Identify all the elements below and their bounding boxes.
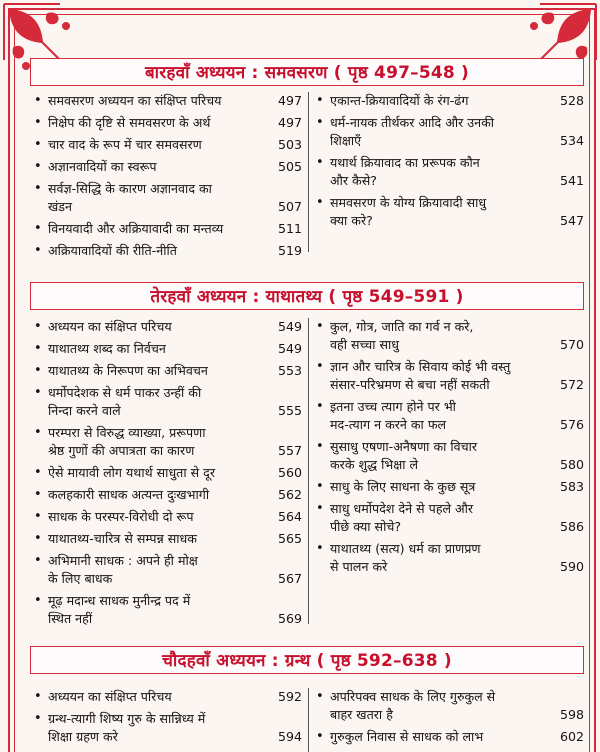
entry-page-number: 560 — [277, 465, 302, 480]
toc-entry — [32, 362, 302, 380]
bullet-icon: • — [34, 553, 42, 568]
entry-title: मूढ़ मदान्ध साधक मुनीन्द्र पद में स्थित नहीं — [48, 593, 191, 626]
entry-title: चार वाद के रूप में चार समवसरण — [48, 137, 202, 152]
entry-page-number: 541 — [559, 173, 584, 188]
entry-title: याथातथ्य शब्द का निर्वचन — [48, 341, 166, 356]
entry-title: विनयवादी और अक्रियावादी का मन्तव्य — [48, 221, 224, 236]
entry-title: साधक के परस्पर-विरोधी दो रूप — [48, 509, 194, 524]
entry-page-number: 586 — [559, 519, 584, 534]
entry-page-number: 562 — [277, 487, 302, 502]
entry-title: निक्षेप की दृष्टि से समवसरण के अर्थ — [48, 115, 211, 130]
toc-entry — [314, 728, 584, 746]
entry-title: अक्रियावादियों की रीति-नीति — [48, 243, 177, 258]
toc-entry — [32, 592, 302, 628]
entry-page-number: 497 — [277, 93, 302, 108]
entry-title: समवसरण के योग्य क्रियावादी साधु क्या करे? — [330, 195, 487, 228]
entry-page-number: 592 — [277, 689, 302, 704]
entry-page-number: 553 — [277, 363, 302, 378]
entry-title: ग्रन्थ-त्यागी शिष्य गुरु के सान्निध्य में शिक्षा ग्रहण करे — [48, 711, 206, 744]
entry-title: सुसाधु एषणा-अनैषणा का विचार करके शुद्ध भिक्षा ले — [330, 439, 478, 472]
section-title: तेरहवाँ अध्ययन : याथातथ्य ( पृष्ठ 549–591 ) — [150, 287, 464, 307]
bullet-icon: • — [316, 729, 324, 744]
bullet-icon: • — [34, 487, 42, 502]
bullet-icon: • — [316, 541, 324, 556]
entry-title: याथातथ्य के निरूपण का अभिवचन — [48, 363, 208, 378]
column-divider — [308, 318, 309, 624]
toc-entry — [314, 114, 584, 150]
section-title: बारहवाँ अध्ययन : समवसरण ( पृष्ठ 497–548 ) — [144, 63, 470, 83]
section-title: चौदहवाँ अध्ययन : ग्रन्थ ( पृष्ठ 592–638 ) — [162, 651, 452, 671]
entry-title: अभिमानी साधक : अपने ही मोक्ष के लिए बाधक — [48, 553, 198, 586]
entry-title: अपरिपक्व साधक के लिए गुरुकुल से बाहर खतरा है — [330, 689, 496, 722]
entry-title: ऐसे मायावी लोग यथार्थ साधुता से दूर — [48, 465, 215, 480]
entry-title: एकान्त-क्रियावादियों के रंग-ढंग — [330, 93, 469, 108]
toc-entry — [32, 710, 302, 746]
toc-entry — [32, 180, 302, 216]
bullet-icon: • — [316, 195, 324, 210]
entry-page-number: 547 — [559, 213, 584, 228]
toc-entry — [32, 486, 302, 504]
entry-title: गुरुकुल निवास से साधक को लाभ — [330, 729, 484, 744]
toc-entry — [32, 384, 302, 420]
toc-entry — [32, 136, 302, 154]
toc-entry — [314, 318, 584, 354]
entry-title: धर्मोपदेशक से धर्म पाकर उन्हीं की निन्दा करने वाले — [48, 385, 202, 418]
entry-page-number: 590 — [559, 559, 584, 574]
entry-page-number: 572 — [559, 377, 584, 392]
toc-entry — [32, 688, 302, 706]
bullet-icon: • — [34, 159, 42, 174]
entry-page-number: 567 — [277, 571, 302, 586]
entry-title: ज्ञान और चारित्र के सिवाय कोई भी वस्तु संसार-परिभ्रमण से बचा नहीं सकती — [330, 359, 511, 392]
entry-title: कलहकारी साधक अत्यन्त दुःखभागी — [48, 487, 210, 502]
section-header — [30, 282, 584, 310]
entry-page-number: 576 — [559, 417, 584, 432]
bullet-icon: • — [34, 137, 42, 152]
entry-title: इतना उच्च त्याग होने पर भी मद-त्याग न करने का फल — [330, 399, 456, 432]
bullet-icon: • — [34, 689, 42, 704]
bullet-icon: • — [34, 319, 42, 334]
bullet-icon: • — [34, 93, 42, 108]
entry-title: साधु के लिए साधना के कुछ सूत्र — [330, 479, 476, 494]
entry-page-number: 557 — [277, 443, 302, 458]
entry-title: सर्वज्ञ-सिद्धि के कारण अज्ञानवाद का खंडन — [48, 181, 212, 214]
bullet-icon: • — [34, 425, 42, 440]
entry-page-number: 534 — [559, 133, 584, 148]
entry-page-number: 519 — [277, 243, 302, 258]
toc-entry — [32, 114, 302, 132]
toc-entry — [314, 154, 584, 190]
bullet-icon: • — [34, 243, 42, 258]
bullet-icon: • — [316, 689, 324, 704]
entry-title: यथार्थ क्रियावाद का प्ररूपक कौन और कैसे? — [330, 155, 480, 188]
bullet-icon: • — [316, 399, 324, 414]
entry-page-number: 528 — [559, 93, 584, 108]
bullet-icon: • — [316, 93, 324, 108]
entry-page-number: 503 — [277, 137, 302, 152]
toc-entry — [314, 194, 584, 230]
toc-entry — [314, 500, 584, 536]
toc-entry — [32, 92, 302, 110]
entry-page-number: 569 — [277, 611, 302, 626]
entry-title: अध्ययन का संक्षिप्त परिचय — [48, 689, 172, 704]
bullet-icon: • — [316, 115, 324, 130]
bullet-icon: • — [34, 385, 42, 400]
column-divider — [308, 688, 309, 752]
bullet-icon: • — [34, 115, 42, 130]
toc-entry — [314, 478, 584, 496]
bullet-icon: • — [34, 593, 42, 608]
entry-page-number: 564 — [277, 509, 302, 524]
bullet-icon: • — [34, 181, 42, 196]
bullet-icon: • — [316, 359, 324, 374]
toc-entry — [314, 540, 584, 576]
bullet-icon: • — [34, 341, 42, 356]
entry-page-number: 594 — [277, 729, 302, 744]
column-divider — [308, 92, 309, 252]
toc-entry — [32, 464, 302, 482]
entry-page-number: 507 — [277, 199, 302, 214]
bullet-icon: • — [34, 465, 42, 480]
entry-page-number: 583 — [559, 479, 584, 494]
toc-entry — [32, 508, 302, 526]
bullet-icon: • — [316, 319, 324, 334]
toc-entry — [32, 242, 302, 260]
toc-entry — [32, 552, 302, 588]
entry-page-number: 570 — [559, 337, 584, 352]
bullet-icon: • — [34, 363, 42, 378]
bullet-icon: • — [34, 509, 42, 524]
bullet-icon: • — [34, 711, 42, 726]
toc-entry — [314, 358, 584, 394]
toc-entry — [32, 340, 302, 358]
entry-title: अज्ञानवादियों का स्वरूप — [48, 159, 157, 174]
entry-page-number: 549 — [277, 341, 302, 356]
entry-page-number: 511 — [277, 221, 302, 236]
toc-entry — [32, 530, 302, 548]
entry-title: धर्म-नायक तीर्थकर आदि और उनकी शिक्षाएँ — [330, 115, 495, 148]
entry-title: समवसरण अध्ययन का संक्षिप्त परिचय — [48, 93, 222, 108]
entry-page-number: 549 — [277, 319, 302, 334]
entry-page-number: 497 — [277, 115, 302, 130]
entry-page-number: 505 — [277, 159, 302, 174]
bullet-icon: • — [316, 479, 324, 494]
entry-page-number: 565 — [277, 531, 302, 546]
bullet-icon: • — [34, 221, 42, 236]
entry-page-number: 598 — [559, 707, 584, 722]
bullet-icon: • — [316, 439, 324, 454]
section-header — [30, 646, 584, 674]
section-entries — [32, 688, 584, 752]
section-entries — [32, 318, 584, 624]
entry-title: याथातथ्य (सत्य) धर्म का प्राणप्रण से पालन करे — [330, 541, 481, 574]
toc-entry — [314, 92, 584, 110]
entry-page-number: 580 — [559, 457, 584, 472]
entry-page-number: 602 — [559, 729, 584, 744]
entry-title: याथातथ्य-चारित्र से सम्पन्न साधक — [48, 531, 197, 546]
bullet-icon: • — [34, 531, 42, 546]
toc-entry — [314, 438, 584, 474]
section-entries — [32, 92, 584, 258]
section-header — [30, 58, 584, 86]
entry-title: कुल, गोत्र, जाति का गर्व न करे, वही सच्चा साधु — [330, 319, 474, 352]
toc-entry — [314, 688, 584, 724]
bullet-icon: • — [316, 501, 324, 516]
toc-entry — [32, 220, 302, 238]
entry-page-number: 555 — [277, 403, 302, 418]
toc-entry — [32, 424, 302, 460]
bullet-icon: • — [316, 155, 324, 170]
toc-entry — [314, 398, 584, 434]
entry-title: साधु धर्मोपदेश देने से पहले और पीछे क्या सोचे? — [330, 501, 474, 534]
toc-entry — [32, 158, 302, 176]
entry-title: अध्ययन का संक्षिप्त परिचय — [48, 319, 172, 334]
toc-entry — [32, 318, 302, 336]
entry-title: परम्परा से विरुद्ध व्याख्या, प्ररूपणा श्रेष्ठ गुणों की अपात्रता का कारण — [48, 425, 206, 458]
